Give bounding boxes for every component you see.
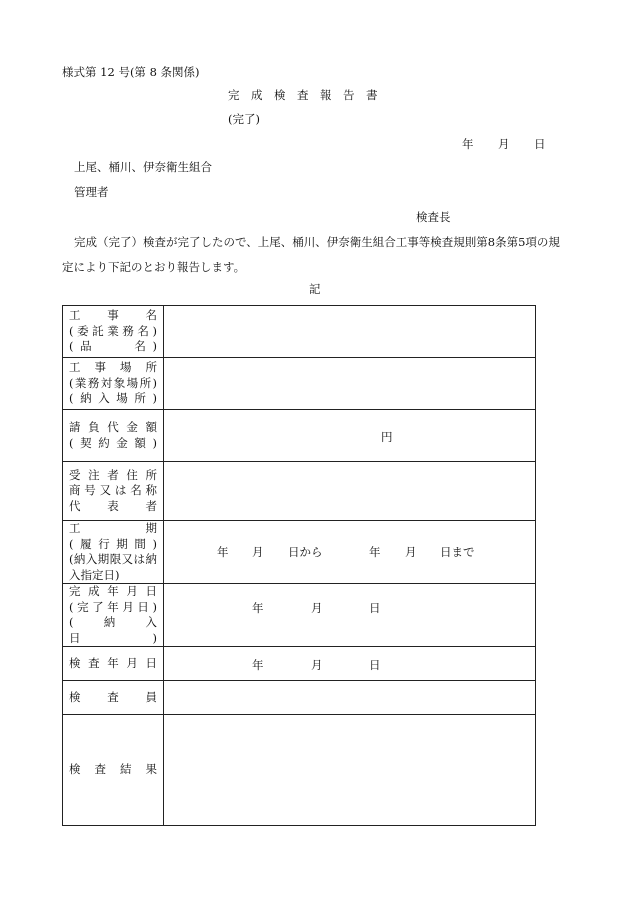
row-project-name (63, 306, 536, 358)
contractor-address-label: 受注者住所 (69, 467, 157, 482)
contract-amount-value[interactable] (164, 410, 536, 462)
consignment-name-label: (委託業務名) (69, 323, 157, 338)
inspector-label: 検 査 員 (69, 689, 157, 704)
project-name-value[interactable] (164, 306, 536, 358)
completion-year-label: 年 (252, 601, 264, 615)
project-name-label: 工 事 名 (69, 308, 157, 323)
inspection-date-value[interactable] (164, 647, 536, 681)
date-year-label: 年 (462, 137, 474, 151)
service-location-label: (業務対象場所) (69, 375, 157, 390)
period-start-month-label: 月 (252, 545, 264, 559)
inspection-year-label: 年 (252, 658, 264, 672)
row-contract-amount (63, 410, 536, 462)
construction-period-value[interactable] (164, 521, 536, 584)
inspection-result-label: 検査結果 (69, 762, 157, 777)
report-text-line1: 完成（完了）検査が完了したので、上尾、桶川、伊奈衛生組合工事等検査規則第8条第5項の規 (74, 235, 560, 249)
addressee-title: 管理者 (74, 185, 109, 199)
representative-label: 代 表 者 (69, 498, 157, 513)
delivery-deadline-label: (納入期限又は納 (69, 552, 157, 566)
delivery-day-label: ( 納 入 日 ) (69, 615, 169, 645)
inspector-value[interactable] (164, 681, 536, 715)
contract-sum-label: (契約金額) (69, 435, 157, 450)
row-inspection-date (63, 647, 536, 681)
row-construction-period (63, 521, 536, 584)
project-location-value[interactable] (164, 358, 536, 410)
yen-unit: 円 (381, 430, 393, 444)
period-end-year-label: 年 (369, 545, 381, 559)
completion-month-label: 月 (311, 601, 323, 615)
contractor-name-label: 商号又は名称 (69, 483, 157, 498)
period-end-day-label: 日まで (440, 545, 475, 559)
ki-heading: 記 (309, 282, 321, 296)
inspection-day-label: 日 (369, 658, 381, 672)
project-location-label: 工事場所 (69, 360, 157, 375)
date-day-label: 日 (534, 137, 546, 151)
addressee-organization: 上尾、桶川、伊奈衛生組合 (74, 160, 212, 174)
delivery-date-label: 入指定日) (69, 567, 120, 582)
construction-period-label: 工 期 (69, 521, 157, 535)
delivery-location-label: (納入場所) (69, 391, 157, 406)
period-start-day-label: 日から (288, 545, 323, 559)
document-subtitle: (完了) (228, 112, 260, 126)
completion-date-label: 完成年月日 (69, 584, 157, 598)
signer-title: 検査長 (416, 210, 451, 224)
performance-period-label: (履行期間) (69, 536, 157, 551)
completion-day-label: 日 (369, 601, 381, 615)
period-end-month-label: 月 (405, 545, 417, 559)
contractor-value[interactable] (164, 462, 536, 521)
date-month-label: 月 (498, 137, 510, 151)
finish-date-label: (完了年月日) (69, 599, 157, 614)
inspection-result-value[interactable] (164, 715, 536, 826)
form-number: 様式第 12 号(第 8 条関係) (62, 65, 200, 79)
item-name-label: (品 名) (69, 339, 157, 354)
row-inspection-result (63, 715, 536, 826)
row-contractor (63, 462, 536, 521)
contract-amount-label: 請負代金額 (69, 420, 157, 434)
report-table (62, 305, 536, 826)
inspection-month-label: 月 (311, 658, 323, 672)
row-project-location (63, 358, 536, 410)
row-inspector (63, 681, 536, 715)
document-title: 完 成 検 査 報 告 書 (228, 88, 378, 102)
report-text-line2: 定により下記のとおり報告します。 (62, 260, 246, 274)
period-start-year-label: 年 (217, 545, 229, 559)
inspection-date-label: 検査年月日 (69, 655, 157, 670)
row-completion-date (63, 584, 536, 647)
completion-date-value[interactable] (164, 584, 536, 647)
